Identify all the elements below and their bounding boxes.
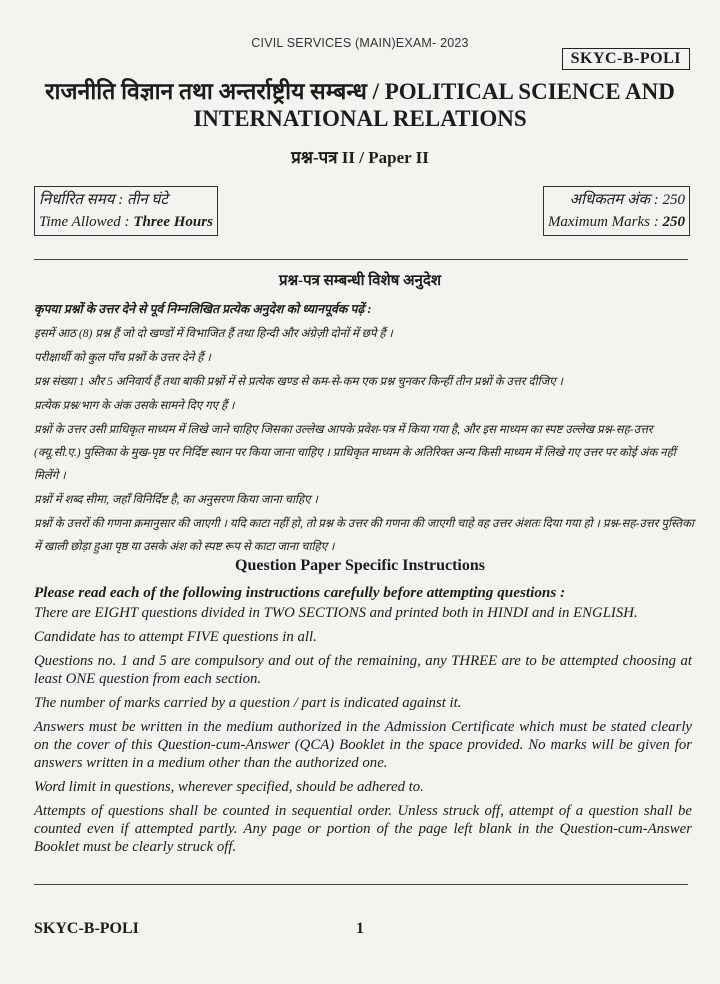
english-instruction-item: Candidate has to attempt FIVE questions in all. (34, 629, 317, 645)
english-instruction-item: Questions no. 1 and 5 are compulsory and out of the remaining, any THREE are to be attempted choosing at least ONE question from each section. (34, 653, 692, 687)
maximum-marks-english (548, 211, 685, 233)
maximum-marks-value: 250 (662, 214, 685, 230)
time-allowed-english (39, 211, 213, 233)
english-instructions (34, 584, 692, 862)
time-allowed-box (34, 186, 218, 236)
hindi-instruction-item: प्रश्नों में शब्द सीमा, जहाँ विनिर्दिष्ट है, का अनुसरण किया जाना चाहिए । (34, 493, 318, 506)
paper-code-box: SKYC-B-POLI (562, 48, 690, 70)
hindi-instruction-item: प्रत्येक प्रश्न/भाग के अंक उसके सामने दिए गए हैं । (34, 399, 235, 412)
time-allowed-label: Time Allowed : (39, 214, 134, 230)
english-instruction-item: There are EIGHT questions divided in TWO SECTIONS and printed both in HINDI and in ENGLISH. (34, 605, 638, 621)
hindi-instruction-item: परीक्षार्थी को कुल पाँच प्रश्नों के उत्तर देने हैं । (34, 351, 211, 364)
maximum-marks-box (543, 186, 690, 236)
page-number: 1 (356, 920, 364, 937)
hindi-instructions (34, 298, 694, 559)
english-instructions-heading: Question Paper Specific Instructions (235, 557, 485, 574)
divider-bottom (34, 884, 688, 885)
time-allowed-hindi: निर्धारित समय : तीन घंटे (39, 192, 168, 208)
exam-header: CIVIL SERVICES (MAIN)EXAM- 2023 (251, 36, 469, 50)
hindi-instructions-heading: प्रश्न-पत्र सम्बन्धी विशेष अनुदेश (278, 273, 442, 289)
maximum-marks-label: Maximum Marks : (547, 214, 663, 230)
hindi-instruction-item: प्रश्नों के उत्तर उसी प्राधिकृत माध्यम में लिखे जाने चाहिए जिसका उल्लेख आपके प्रवेश-पत्र में किया गया है, और इस माध्यम का स्पष्ट उल्लेख प्रश्न-सह-उत्तर (क्यू.सी.ए.) पुस्तिका के मुख-पृष्ठ पर निर्दिष्ट स्थान पर किया जाना चाहिए । प्राधिकृत माध्यम के अतिरिक्त अन्य किसी माध्यम में लिखे गए उत्तर पर कोई अंक नहीं मिलेंगे । (34, 423, 676, 482)
maximum-marks-hindi: अधिकतम अंक : 250 (569, 192, 685, 208)
hindi-instruction-item: प्रश्नों के उत्तरों की गणना क्रमानुसार की जाएगी । यदि काटा नहीं हो, तो प्रश्न के उत्तर की गणना की जाएगी चाहे वह उत्तर अंशतः दिया गया हो । प्रश्न-सह-उत्तर पुस्तिका में खाली छोड़ा हुआ पृष्ठ या उसके अंश को स्पष्ट रूप से काटा जाना चाहिए । (34, 517, 694, 553)
footer-paper-code: SKYC-B-POLI (34, 920, 139, 937)
paper-title-line1: राजनीति विज्ञान तथा अन्तर्राष्ट्रीय सम्बन्ध / POLITICAL SCIENCE AND (45, 79, 675, 104)
hindi-instructions-lead: कृपया प्रश्नों के उत्तर देने से पूर्व निम्नलिखित प्रत्येक अनुदेश को ध्यानपूर्वक पढ़ें : (34, 302, 372, 316)
english-instruction-item: Attempts of questions shall be counted in sequential order. Unless struck off, attempt of a question shall be counted even if attempted partly. Any page or portion of the page left blank in the Question-cum-Answer Booklet must be clearly struck off. (34, 803, 692, 855)
english-instruction-item: Answers must be written in the medium authorized in the Admission Certificate which must be stated clearly on the cover of this Question-cum-Answer (QCA) Booklet in the space provided. No marks will be given for answers written in a medium other than the authorized one. (34, 719, 692, 771)
time-allowed-value: Three Hours (133, 214, 213, 230)
english-instruction-item: The number of marks carried by a question / part is indicated against it. (34, 695, 462, 711)
divider-top (34, 259, 688, 260)
hindi-instruction-item: इसमें आठ (8) प्रश्न हैं जो दो खण्डों में विभाजित हैं तथा हिन्दी और अंग्रेज़ी दोनों में छपे हैं । (34, 327, 393, 340)
paper-title-line2: INTERNATIONAL RELATIONS (193, 106, 527, 131)
paper-number: प्रश्न-पत्र II / Paper II (291, 148, 429, 167)
hindi-instruction-item: प्रश्न संख्या 1 और 5 अनिवार्य हैं तथा बाकी प्रश्नों में से प्रत्येक खण्ड से कम-से-कम एक प्रश्न चुनकर किन्हीं तीन प्रश्नों के उत्तर दीजिए । (34, 375, 563, 388)
english-instructions-lead: Please read each of the following instructions carefully before attempting questions : (34, 584, 566, 601)
english-instruction-item: Word limit in questions, wherever specified, should be adhered to. (34, 779, 424, 795)
